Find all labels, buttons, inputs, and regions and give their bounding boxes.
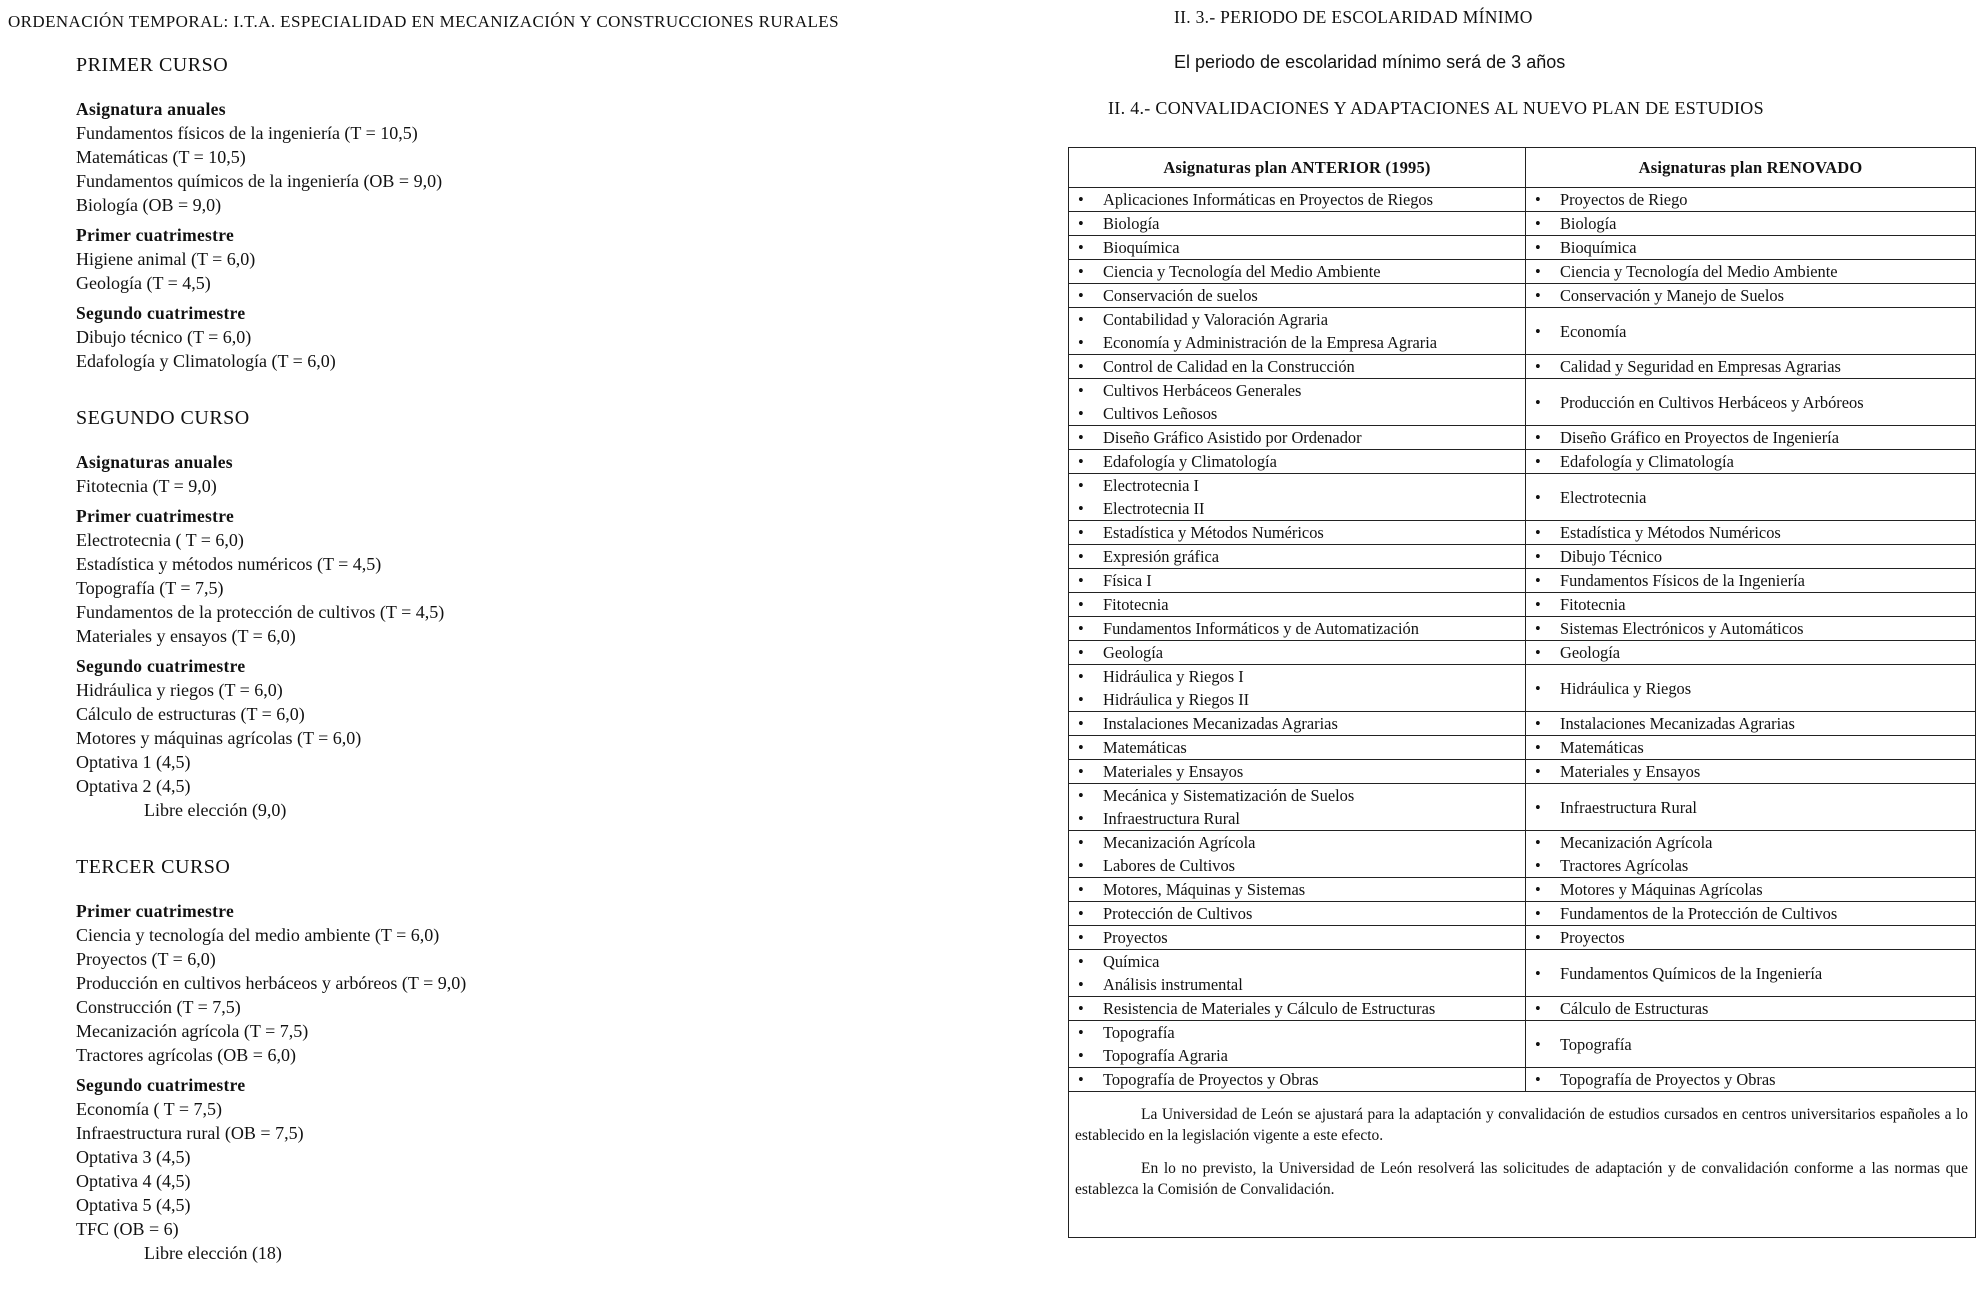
subject-bullet: • Electrotecnia	[1530, 486, 1971, 509]
subject-item: Optativa 2 (4,5)	[76, 776, 191, 796]
subject-bullet: • Motores, Máquinas y Sistemas	[1073, 878, 1521, 901]
new-plan-cell	[1526, 712, 1976, 736]
subject-item: Geología (T = 4,5)	[76, 273, 211, 293]
subject-item: Biología (OB = 9,0)	[76, 195, 222, 215]
old-plan-cell	[1069, 997, 1526, 1021]
subject-item: Construcción (T = 7,5)	[76, 997, 241, 1017]
table-row	[1069, 878, 1975, 902]
subject-bullet: • Biología	[1530, 212, 1971, 235]
subject-item: Infraestructura rural (OB = 7,5)	[76, 1123, 304, 1143]
new-plan-cell	[1526, 474, 1976, 521]
subject-bullet: • Cultivos Herbáceos Generales	[1073, 379, 1521, 402]
subject-item: Higiene animal (T = 6,0)	[76, 249, 256, 269]
note-paragraph: En lo no previsto, la Universidad de León resolverá las solicitudes de adaptación y de convalidación conforme a las normas que establezca la Comisión de Convalidación.	[1075, 1160, 1968, 1198]
validations-table	[1069, 148, 1975, 1092]
subject-bullet: • Materiales y Ensayos	[1530, 760, 1971, 783]
subject-bullet: • Economía	[1530, 320, 1971, 343]
course-block	[76, 856, 1048, 1265]
subject-bullet: • Producción en Cultivos Herbáceos y Arbóreos	[1530, 391, 1971, 414]
old-plan-cell	[1069, 784, 1526, 831]
subject-item: Optativa 3 (4,5)	[76, 1147, 191, 1167]
course-section	[76, 450, 1048, 498]
course-section	[76, 97, 1048, 217]
table-row	[1069, 617, 1975, 641]
old-plan-cell	[1069, 260, 1526, 284]
subject-bullet: • Conservación de suelos	[1073, 284, 1521, 307]
subject-item: Fitotecnia (T = 9,0)	[76, 476, 217, 496]
subject-item: Topografía (T = 7,5)	[76, 578, 224, 598]
course-section	[76, 1073, 1048, 1265]
subject-item: Motores y máquinas agrícolas (T = 6,0)	[76, 728, 362, 748]
table-row	[1069, 926, 1975, 950]
table-row	[1069, 236, 1975, 260]
old-plan-cell	[1069, 521, 1526, 545]
table-row	[1069, 521, 1975, 545]
subject-bullet: • Hidráulica y Riegos	[1530, 677, 1971, 700]
subject-bullet: • Tractores Agrícolas	[1530, 854, 1971, 877]
new-plan-cell	[1526, 284, 1976, 308]
old-plan-cell	[1069, 379, 1526, 426]
table-row	[1069, 1021, 1975, 1068]
table-row	[1069, 355, 1975, 379]
document-title: ORDENACIÓN TEMPORAL: I.T.A. ESPECIALIDAD EN MECANIZACIÓN Y CONSTRUCCIONES RURALES	[8, 12, 839, 31]
subject-item: Dibujo técnico (T = 6,0)	[76, 327, 252, 347]
table-row	[1069, 1068, 1975, 1092]
subject-item: Hidráulica y riegos (T = 6,0)	[76, 680, 283, 700]
subject-bullet: • Electrotecnia I	[1073, 474, 1521, 497]
subject-bullet: • Infraestructura Rural	[1530, 796, 1971, 819]
subject-bullet: • Cálculo de Estructuras	[1530, 997, 1971, 1020]
new-plan-cell	[1526, 950, 1976, 997]
subject-item: Optativa 5 (4,5)	[76, 1195, 191, 1215]
subject-bullet: • Hidráulica y Riegos II	[1073, 688, 1521, 711]
subject-bullet: • Motores y Máquinas Agrícolas	[1530, 878, 1971, 901]
table-row	[1069, 379, 1975, 426]
subject-bullet: • Proyectos de Riego	[1530, 188, 1971, 211]
old-plan-cell	[1069, 1021, 1526, 1068]
table-row	[1069, 569, 1975, 593]
subject-bullet: • Sistemas Electrónicos y Automáticos	[1530, 617, 1971, 640]
subject-item: Producción en cultivos herbáceos y arbóreos (T = 9,0)	[76, 973, 467, 993]
table-row	[1069, 997, 1975, 1021]
subject-item: Edafología y Climatología (T = 6,0)	[76, 351, 336, 371]
old-plan-cell	[1069, 878, 1526, 902]
new-plan-cell	[1526, 641, 1976, 665]
new-plan-cell	[1526, 569, 1976, 593]
old-plan-cell	[1069, 474, 1526, 521]
header-old-plan: Asignaturas plan ANTERIOR (1995)	[1069, 148, 1526, 188]
subject-bullet: • Cultivos Leñosos	[1073, 402, 1521, 425]
section-heading-validations: II. 4.- CONVALIDACIONES Y ADAPTACIONES AL NUEVO PLAN DE ESTUDIOS	[1108, 98, 1764, 118]
subject-item: Optativa 4 (4,5)	[76, 1171, 191, 1191]
new-plan-cell	[1526, 878, 1976, 902]
table-row	[1069, 665, 1975, 712]
table-row	[1069, 950, 1975, 997]
table-row	[1069, 474, 1975, 521]
new-plan-cell	[1526, 665, 1976, 712]
validations-box	[1068, 147, 1976, 1238]
subject-bullet: • Topografía	[1530, 1033, 1971, 1056]
subject-bullet: • Ciencia y Tecnología del Medio Ambiente	[1530, 260, 1971, 283]
subject-item: Economía ( T = 7,5)	[76, 1099, 222, 1119]
subject-item: Proyectos (T = 6,0)	[76, 949, 216, 969]
new-plan-cell	[1526, 212, 1976, 236]
subject-bullet: • Infraestructura Rural	[1073, 807, 1521, 830]
right-column	[1068, 0, 1976, 1198]
table-body	[1069, 188, 1975, 1092]
subject-item: Tractores agrícolas (OB = 6,0)	[76, 1045, 296, 1065]
course-block	[76, 407, 1048, 822]
new-plan-cell	[1526, 545, 1976, 569]
old-plan-cell	[1069, 308, 1526, 355]
table-row	[1069, 188, 1975, 212]
table-row	[1069, 784, 1975, 831]
new-plan-cell	[1526, 379, 1976, 426]
subject-bullet: • Conservación y Manejo de Suelos	[1530, 284, 1971, 307]
free-choice-item: Libre elección (9,0)	[144, 800, 287, 820]
new-plan-cell	[1526, 760, 1976, 784]
new-plan-cell	[1526, 831, 1976, 878]
course-block	[76, 54, 1048, 373]
subject-bullet: • Fundamentos Informáticos y de Automatización	[1073, 617, 1521, 640]
new-plan-cell	[1526, 521, 1976, 545]
old-plan-cell	[1069, 736, 1526, 760]
subject-bullet: • Mecanización Agrícola	[1530, 831, 1971, 854]
subject-bullet: • Materiales y Ensayos	[1073, 760, 1521, 783]
table-row	[1069, 426, 1975, 450]
subject-bullet: • Química	[1073, 950, 1521, 973]
table-row	[1069, 736, 1975, 760]
old-plan-cell	[1069, 831, 1526, 878]
subject-bullet: • Mecanización Agrícola	[1073, 831, 1521, 854]
subject-item: Mecanización agrícola (T = 7,5)	[76, 1021, 309, 1041]
min-period-text: El periodo de escolaridad mínimo será de 3 años	[1174, 52, 1566, 72]
subject-bullet: • Instalaciones Mecanizadas Agrarias	[1530, 712, 1971, 735]
old-plan-cell	[1069, 545, 1526, 569]
table-header-row	[1069, 148, 1975, 188]
subject-bullet: • Matemáticas	[1073, 736, 1521, 759]
old-plan-cell	[1069, 212, 1526, 236]
new-plan-cell	[1526, 308, 1976, 355]
subject-item: TFC (OB = 6)	[76, 1219, 179, 1239]
subject-bullet: • Ciencia y Tecnología del Medio Ambiente	[1073, 260, 1521, 283]
table-row	[1069, 260, 1975, 284]
new-plan-cell	[1526, 355, 1976, 379]
table-row	[1069, 284, 1975, 308]
subject-bullet: • Estadística y Métodos Numéricos	[1530, 521, 1971, 544]
free-choice-item: Libre elección (18)	[144, 1243, 282, 1263]
subject-bullet: • Análisis instrumental	[1073, 973, 1521, 996]
old-plan-cell	[1069, 1068, 1526, 1092]
subject-bullet: • Electrotecnia II	[1073, 497, 1521, 520]
old-plan-cell	[1069, 569, 1526, 593]
subject-item: Ciencia y tecnología del medio ambiente (T = 6,0)	[76, 925, 440, 945]
subject-bullet: • Geología	[1073, 641, 1521, 664]
subject-bullet: • Mecánica y Sistematización de Suelos	[1073, 784, 1521, 807]
subject-item: Fundamentos de la protección de cultivos (T = 4,5)	[76, 602, 445, 622]
table-row	[1069, 712, 1975, 736]
old-plan-cell	[1069, 926, 1526, 950]
new-plan-cell	[1526, 736, 1976, 760]
subject-item: Matemáticas (T = 10,5)	[76, 147, 246, 167]
course-section	[76, 301, 1048, 373]
old-plan-cell	[1069, 593, 1526, 617]
new-plan-cell	[1526, 926, 1976, 950]
courses-list	[76, 54, 1048, 1265]
subject-bullet: • Dibujo Técnico	[1530, 545, 1971, 568]
table-row	[1069, 212, 1975, 236]
new-plan-cell	[1526, 1021, 1976, 1068]
table-row	[1069, 902, 1975, 926]
new-plan-cell	[1526, 997, 1976, 1021]
new-plan-cell	[1526, 593, 1976, 617]
subject-item: Electrotecnia ( T = 6,0)	[76, 530, 244, 550]
course-section	[76, 223, 1048, 295]
section-heading-min-period: II. 3.- PERIODO DE ESCOLARIDAD MÍNIMO	[1174, 7, 1533, 27]
subject-bullet: • Física I	[1073, 569, 1521, 592]
left-column	[8, 12, 1048, 1299]
subject-bullet: • Topografía de Proyectos y Obras	[1530, 1068, 1971, 1091]
course-section	[76, 654, 1048, 822]
old-plan-cell	[1069, 355, 1526, 379]
table-row	[1069, 450, 1975, 474]
section-title: Primer cuatrimestre	[76, 506, 235, 526]
section-title: Asignaturas anuales	[76, 452, 233, 472]
section-title: Asignatura anuales	[76, 99, 226, 119]
subject-bullet: • Geología	[1530, 641, 1971, 664]
old-plan-cell	[1069, 188, 1526, 212]
subject-bullet: • Biología	[1073, 212, 1521, 235]
subject-bullet: • Hidráulica y Riegos I	[1073, 665, 1521, 688]
subject-bullet: • Expresión gráfica	[1073, 545, 1521, 568]
subject-bullet: • Diseño Gráfico en Proyectos de Ingeniería	[1530, 426, 1971, 449]
section-title: Primer cuatrimestre	[76, 901, 235, 921]
new-plan-cell	[1526, 426, 1976, 450]
section-title: Segundo cuatrimestre	[76, 656, 246, 676]
subject-item: Fundamentos químicos de la ingeniería (OB = 9,0)	[76, 171, 443, 191]
subject-bullet: • Topografía Agraria	[1073, 1044, 1521, 1067]
old-plan-cell	[1069, 641, 1526, 665]
subject-bullet: • Topografía de Proyectos y Obras	[1073, 1068, 1521, 1091]
new-plan-cell	[1526, 260, 1976, 284]
subject-item: Estadística y métodos numéricos (T = 4,5)	[76, 554, 382, 574]
subject-bullet: • Protección de Cultivos	[1073, 902, 1521, 925]
subject-bullet: • Edafología y Climatología	[1530, 450, 1971, 473]
subject-item: Optativa 1 (4,5)	[76, 752, 191, 772]
subject-bullet: • Fundamentos Físicos de la Ingeniería	[1530, 569, 1971, 592]
old-plan-cell	[1069, 760, 1526, 784]
subject-bullet: • Economía y Administración de la Empresa Agraria	[1073, 331, 1521, 354]
course-title: PRIMER CURSO	[76, 54, 229, 76]
subject-bullet: • Resistencia de Materiales y Cálculo de Estructuras	[1073, 997, 1521, 1020]
note-paragraph: La Universidad de León se ajustará para la adaptación y convalidación de estudios cursados en centros universitarios españoles a lo establecido en la legislación vigente a este efecto.	[1075, 1106, 1968, 1144]
subject-bullet: • Instalaciones Mecanizadas Agrarias	[1073, 712, 1521, 735]
section-title: Segundo cuatrimestre	[76, 1075, 246, 1095]
notes	[1069, 1092, 1975, 1200]
new-plan-cell	[1526, 617, 1976, 641]
subject-bullet: • Proyectos	[1073, 926, 1521, 949]
subject-bullet: • Fundamentos de la Protección de Cultivos	[1530, 902, 1971, 925]
subject-bullet: • Fundamentos Químicos de la Ingeniería	[1530, 962, 1971, 985]
subject-bullet: • Bioquímica	[1530, 236, 1971, 259]
subject-item: Cálculo de estructuras (T = 6,0)	[76, 704, 305, 724]
subject-bullet: • Fitotecnia	[1530, 593, 1971, 616]
old-plan-cell	[1069, 617, 1526, 641]
course-section	[76, 899, 1048, 1067]
table-row	[1069, 308, 1975, 355]
old-plan-cell	[1069, 665, 1526, 712]
old-plan-cell	[1069, 950, 1526, 997]
old-plan-cell	[1069, 426, 1526, 450]
subject-bullet: • Calidad y Seguridad en Empresas Agrarias	[1530, 355, 1971, 378]
new-plan-cell	[1526, 188, 1976, 212]
subject-bullet: • Estadística y Métodos Numéricos	[1073, 521, 1521, 544]
new-plan-cell	[1526, 450, 1976, 474]
new-plan-cell	[1526, 902, 1976, 926]
section-title: Segundo cuatrimestre	[76, 303, 246, 323]
new-plan-cell	[1526, 1068, 1976, 1092]
subject-bullet: • Topografía	[1073, 1021, 1521, 1044]
new-plan-cell	[1526, 236, 1976, 260]
course-section	[76, 504, 1048, 648]
new-plan-cell	[1526, 784, 1976, 831]
header-new-plan: Asignaturas plan RENOVADO	[1526, 148, 1976, 188]
subject-bullet: • Fitotecnia	[1073, 593, 1521, 616]
table-row	[1069, 760, 1975, 784]
subject-bullet: • Labores de Cultivos	[1073, 854, 1521, 877]
subject-bullet: • Diseño Gráfico Asistido por Ordenador	[1073, 426, 1521, 449]
table-row	[1069, 545, 1975, 569]
course-title: TERCER CURSO	[76, 856, 231, 878]
subject-bullet: • Aplicaciones Informáticas en Proyectos de Riegos	[1073, 188, 1521, 211]
table-row	[1069, 593, 1975, 617]
old-plan-cell	[1069, 902, 1526, 926]
old-plan-cell	[1069, 712, 1526, 736]
subject-bullet: • Contabilidad y Valoración Agraria	[1073, 308, 1521, 331]
old-plan-cell	[1069, 450, 1526, 474]
section-title: Primer cuatrimestre	[76, 225, 235, 245]
subject-bullet: • Bioquímica	[1073, 236, 1521, 259]
subject-bullet: • Proyectos	[1530, 926, 1971, 949]
subject-bullet: • Edafología y Climatología	[1073, 450, 1521, 473]
course-title: SEGUNDO CURSO	[76, 407, 250, 429]
table-row	[1069, 641, 1975, 665]
subject-bullet: • Matemáticas	[1530, 736, 1971, 759]
old-plan-cell	[1069, 236, 1526, 260]
table-row	[1069, 831, 1975, 878]
old-plan-cell	[1069, 284, 1526, 308]
subject-bullet: • Control de Calidad en la Construcción	[1073, 355, 1521, 378]
subject-item: Fundamentos físicos de la ingeniería (T = 10,5)	[76, 123, 418, 143]
subject-item: Materiales y ensayos (T = 6,0)	[76, 626, 296, 646]
